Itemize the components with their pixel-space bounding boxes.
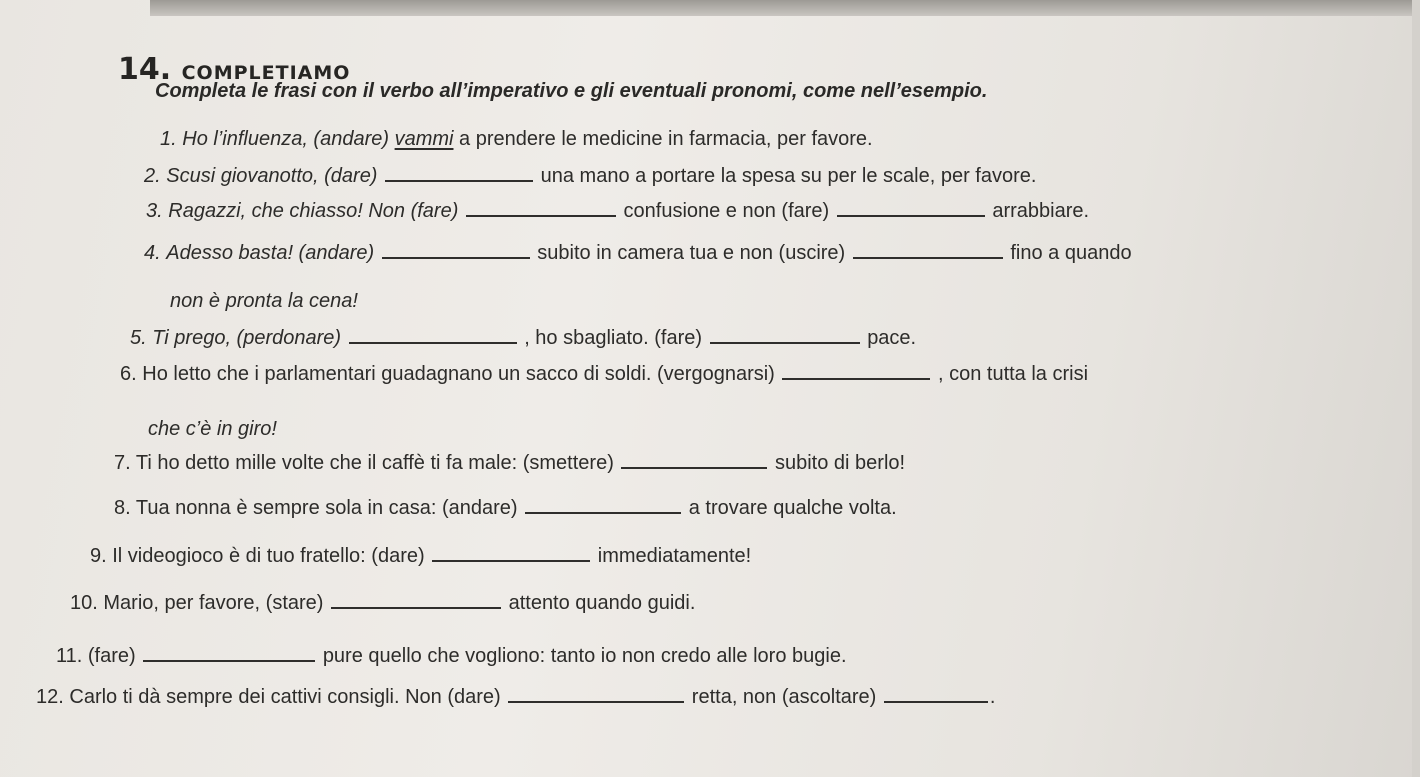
sentence-number: 10. <box>70 592 98 614</box>
answer-blank[interactable] <box>432 559 590 562</box>
answer-blank[interactable] <box>782 377 930 380</box>
sentence-text: Ti ho detto mille volte che il caffè ti fa male: (smettere) <box>135 452 614 474</box>
exercise-title: COMPLETIAMO <box>181 62 351 84</box>
answer-blank[interactable] <box>525 511 681 514</box>
sentence-8 <box>114 497 897 520</box>
sentence-text: subito in camera tua e non (uscire) <box>537 242 846 264</box>
sentence-number: 3. <box>146 200 163 222</box>
sentence-number: 9. <box>90 545 107 567</box>
sentence-text: pace. <box>867 327 917 349</box>
sentence-text: Scusi giovanotto, (dare) <box>166 165 378 187</box>
page-top-strip <box>150 0 1420 16</box>
sentence-text: Mario, per favore, (stare) <box>103 592 324 614</box>
sentence-text: Ragazzi, che chiasso! Non (fare) <box>168 200 459 222</box>
sentence-text: retta, non (ascoltare) <box>691 686 877 708</box>
sentence-text: attento quando guidi. <box>508 592 696 614</box>
sentence-text: , con tutta la crisi <box>937 363 1089 385</box>
answer-blank[interactable] <box>621 466 767 469</box>
exercise-instruction: Completa le frasi con il verbo all’imperativo e gli eventuali pronomi, come nell’esempio. <box>155 80 988 102</box>
answer-blank[interactable] <box>466 214 616 217</box>
sentence-12 <box>36 686 995 709</box>
answer-blank[interactable] <box>710 341 860 344</box>
sentence-number: 7. <box>114 452 131 474</box>
sentence-text: (fare) <box>87 645 136 667</box>
sentence-text: confusione e non (fare) <box>623 200 830 222</box>
sentence-number: 4. <box>144 242 161 264</box>
sentence-text: Ti prego, (perdonare) <box>152 327 342 349</box>
answer-blank[interactable] <box>331 606 501 609</box>
sentence-text: pure quello che vogliono: tanto io non credo alle loro bugie. <box>322 645 847 667</box>
sentence-1 <box>160 128 873 151</box>
sentence-text: subito di berlo! <box>774 452 906 474</box>
sentence-3 <box>146 200 1089 223</box>
sentence-6-continuation: che c’è in giro! <box>148 418 277 440</box>
sentence-6 <box>120 363 1088 386</box>
sentence-text: Carlo ti dà sempre dei cattivi consigli. Non (dare) <box>69 686 501 708</box>
sentence-text: fino a quando <box>1010 242 1132 264</box>
sentence-text: arrabbiare. <box>992 200 1090 222</box>
sentence-number: 2. <box>144 165 161 187</box>
exercise-number: 14. <box>118 52 172 87</box>
sentence-text: Ho letto che i parlamentari guadagnano un sacco di soldi. (vergognarsi) <box>142 363 775 385</box>
sentence-2 <box>144 165 1036 188</box>
sentence-text: Ho l’influenza, (andare) <box>182 128 390 150</box>
sentence-text: a trovare qualche volta. <box>688 497 897 519</box>
answer-blank[interactable] <box>349 341 517 344</box>
answer-blank[interactable] <box>853 256 1003 259</box>
sentence-text: una mano a portare la spesa su per le scale, per favore. <box>540 165 1037 187</box>
answer-blank[interactable] <box>508 700 684 703</box>
sentence-number: 6. <box>120 363 137 385</box>
sentence-10 <box>70 592 695 615</box>
sentence-7 <box>114 452 905 475</box>
sentence-9 <box>90 545 751 568</box>
sentence-text: a prendere le medicine in farmacia, per favore. <box>459 128 873 150</box>
sentence-4-continuation: non è pronta la cena! <box>170 290 358 312</box>
sentence-text: , ho sbagliato. (fare) <box>524 327 703 349</box>
answer-blank[interactable] <box>143 659 315 662</box>
sentence-text: Il videogioco è di tuo fratello: (dare) <box>112 545 425 567</box>
example-answer: vammi <box>394 128 454 150</box>
sentence-11 <box>56 645 847 668</box>
answer-blank[interactable] <box>385 179 533 182</box>
answer-blank[interactable] <box>382 256 530 259</box>
page-edge <box>1412 0 1420 777</box>
sentence-number: 11. <box>56 645 83 667</box>
sentence-text: . <box>989 686 996 708</box>
answer-blank[interactable] <box>837 214 985 217</box>
sentence-text: immediatamente! <box>597 545 752 567</box>
sentence-5 <box>130 327 916 350</box>
sentence-number: 5. <box>130 327 147 349</box>
sentence-number: 12. <box>36 686 64 708</box>
sentence-number: 1. <box>160 128 177 150</box>
sentence-number: 8. <box>114 497 131 519</box>
sentence-text: Adesso basta! (andare) <box>166 242 375 264</box>
answer-blank[interactable] <box>884 700 988 703</box>
sentence-text: Tua nonna è sempre sola in casa: (andare) <box>135 497 518 519</box>
sentence-4 <box>144 242 1132 265</box>
